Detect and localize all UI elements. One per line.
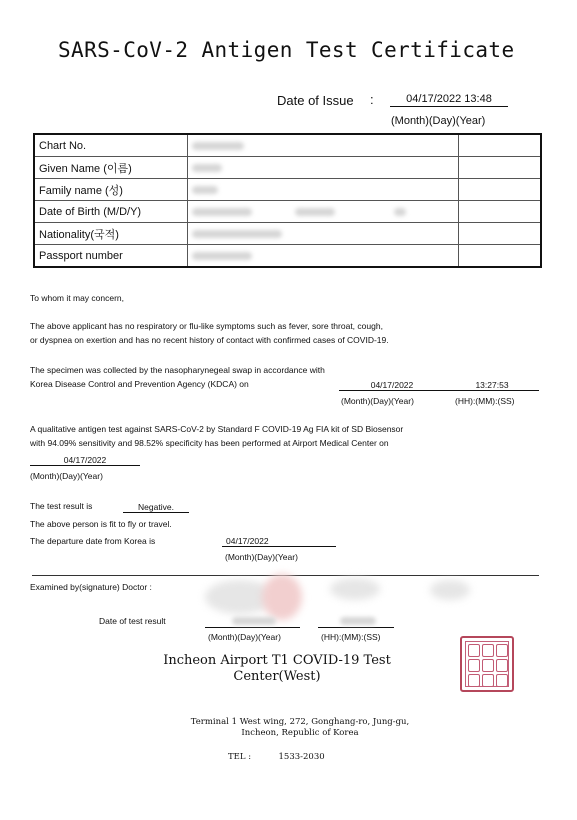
specimen-date: 04/17/2022 — [339, 380, 445, 391]
redacted-value — [340, 617, 376, 625]
redacted-value — [192, 230, 282, 238]
redacted-value — [192, 186, 218, 194]
center-address — [140, 717, 460, 739]
specimen-text-line2: Korea Disease Control and Prevention Agency (KDCA) on — [30, 379, 249, 389]
seal-glyph — [496, 659, 508, 672]
table-row — [34, 157, 541, 179]
tel-value: 1533-2030 — [278, 752, 325, 762]
row-extra-cell — [459, 201, 542, 223]
row-extra-cell — [459, 179, 542, 201]
issue-date-format: (Month)(Day)(Year) — [391, 115, 486, 127]
result-time-line — [318, 627, 394, 628]
tel-label: TEL : — [228, 752, 252, 762]
symptoms-text-line1: The above applicant has no respiratory or flu-like symptoms such as fever, sore throat, cough, — [30, 321, 383, 331]
issue-date-label: Date of Issue — [277, 93, 354, 108]
table-row — [34, 201, 541, 223]
result-time-format: (HH):(MM):(SS) — [321, 632, 381, 642]
row-value-passport — [188, 245, 459, 268]
seal-glyph — [482, 674, 494, 687]
fit-to-fly-text: The above person is fit to fly or travel. — [30, 519, 172, 529]
table-row — [34, 245, 541, 268]
test-center-name-line1: Incheon Airport T1 COVID-19 Test — [163, 653, 391, 668]
result-date-format: (Month)(Day)(Year) — [208, 632, 281, 642]
test-text-line2: with 94.09% sensitivity and 98.52% specificity has been performed at Airport Medical Center on — [30, 438, 389, 448]
official-seal-stamp — [460, 636, 514, 692]
seal-glyph — [468, 674, 480, 687]
center-telephone — [228, 752, 325, 762]
result-value: Negative. — [123, 502, 189, 513]
greeting-text: To whom it may concern, — [30, 293, 125, 303]
row-label-chart-no: Chart No. — [34, 134, 188, 157]
redacted-value — [192, 252, 252, 260]
certificate-title: SARS-CoV-2 Antigen Test Certificate — [58, 38, 515, 62]
row-value-chart-no — [188, 134, 459, 157]
specimen-time-format: (HH):(MM):(SS) — [455, 396, 515, 406]
symptoms-text-line2: or dyspnea on exertion and has no recent history of contact with confirmed cases of COVID-19. — [30, 335, 389, 345]
seal-glyph — [468, 659, 480, 672]
row-value-date-of-birth — [188, 201, 459, 223]
center-address-line2: Incheon, Republic of Korea — [241, 728, 359, 738]
result-date-line — [205, 627, 300, 628]
specimen-text-line1: The specimen was collected by the nasopharynegeal swap in accordance with — [30, 365, 325, 375]
row-extra-cell — [459, 157, 542, 179]
seal-glyph — [482, 659, 494, 672]
test-result-date-label: Date of test result — [99, 616, 166, 626]
issue-date-value: 04/17/2022 13:48 — [390, 93, 508, 107]
test-date: 04/17/2022 — [30, 455, 140, 466]
redacted-value — [192, 142, 244, 150]
redacted-value — [295, 208, 335, 216]
row-value-family-name — [188, 179, 459, 201]
seal-glyph — [482, 644, 494, 657]
table-row — [34, 134, 541, 157]
specimen-time: 13:27:53 — [445, 380, 539, 391]
doctor-seal-redacted — [262, 574, 302, 620]
test-date-format: (Month)(Day)(Year) — [30, 471, 103, 481]
redacted-value — [394, 208, 406, 216]
redacted-value — [192, 208, 252, 216]
row-value-nationality — [188, 223, 459, 245]
test-center-name-line2: Center(West) — [233, 669, 321, 684]
redacted-value — [232, 617, 276, 625]
row-value-given-name — [188, 157, 459, 179]
specimen-date-format: (Month)(Day)(Year) — [341, 396, 414, 406]
table-row — [34, 179, 541, 201]
result-label: The test result is — [30, 501, 93, 511]
redacted-signature — [430, 580, 470, 600]
table-row — [34, 223, 541, 245]
center-address-line1: Terminal 1 West wing, 272, Gonghang-ro, Jung-gu, — [190, 717, 410, 727]
test-center-name — [140, 653, 414, 685]
test-text-line1: A qualitative antigen test against SARS-CoV-2 by Standard F COVID-19 Ag FIA kit of SD Biosensor — [30, 424, 404, 434]
examined-by-label: Examined by(signature) Doctor : — [30, 582, 152, 592]
redacted-value — [192, 164, 222, 172]
row-label-passport: Passport number — [34, 245, 188, 268]
row-extra-cell — [459, 134, 542, 157]
redacted-signature — [330, 578, 380, 600]
seal-glyph — [496, 674, 508, 687]
row-label-nationality: Nationality(국적) — [34, 223, 188, 245]
row-extra-cell — [459, 223, 542, 245]
departure-date: 04/17/2022 — [222, 536, 336, 547]
departure-label: The departure date from Korea is — [30, 536, 156, 546]
patient-info-table — [33, 133, 542, 268]
issue-date-colon: : — [370, 92, 374, 107]
seal-glyph — [468, 644, 480, 657]
departure-date-format: (Month)(Day)(Year) — [225, 552, 298, 562]
row-label-given-name: Given Name (이름) — [34, 157, 188, 179]
row-label-date-of-birth: Date of Birth (M/D/Y) — [34, 201, 188, 223]
row-extra-cell — [459, 245, 542, 268]
seal-glyph — [496, 644, 508, 657]
row-label-family-name: Family name (성) — [34, 179, 188, 201]
